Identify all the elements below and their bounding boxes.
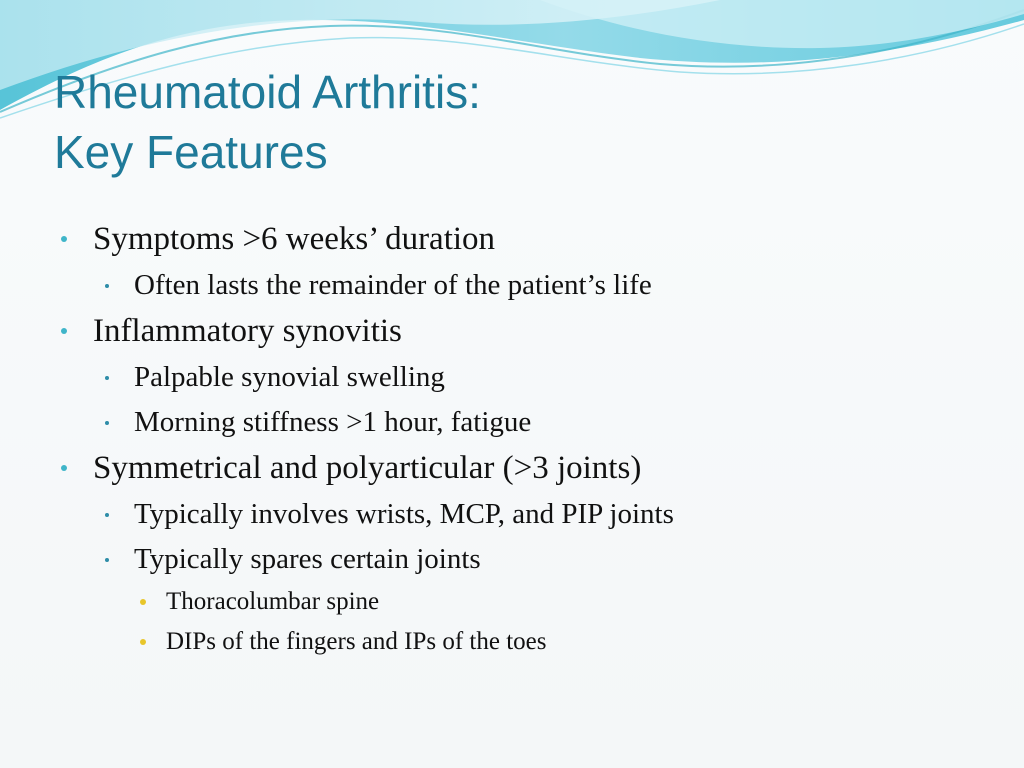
bullet-text: Symptoms >6 weeks’ duration: [93, 221, 496, 257]
bullet-dot-icon: [105, 284, 109, 288]
bullet-text: Often lasts the remainder of the patient’s life: [134, 269, 652, 301]
bullet-item: [56, 216, 996, 263]
sub-sub-bullet-item: [56, 622, 996, 662]
bullet-text: DIPs of the fingers and IPs of the toes: [166, 628, 547, 655]
sub-bullet-item: [56, 492, 996, 537]
bullet-text: Palpable synovial swelling: [134, 361, 445, 393]
bullet-dot-icon: [61, 465, 67, 471]
bullet-dot-icon: [105, 513, 109, 517]
sub-sub-bullet-item: [56, 582, 996, 622]
title-line-1: Rheumatoid Arthritis:: [54, 66, 481, 118]
bullet-item: [56, 308, 996, 355]
bullet-item: [56, 445, 996, 492]
bullet-text: Inflammatory synovitis: [93, 313, 402, 349]
bullet-dot-icon: [105, 376, 109, 380]
bullet-dot-icon: [140, 639, 146, 645]
bullet-dot-icon: [61, 328, 67, 334]
bullet-dot-icon: [105, 558, 109, 562]
bullet-dot-icon: [61, 236, 67, 242]
sub-bullet-item: [56, 263, 996, 308]
title-line-2: Key Features: [54, 126, 328, 178]
slide-title: [54, 62, 481, 182]
bullet-text: Thoracolumbar spine: [166, 588, 380, 615]
sub-bullet-item: [56, 537, 996, 582]
sub-bullet-item: [56, 400, 996, 445]
sub-bullet-item: [56, 355, 996, 400]
bullet-text: Morning stiffness >1 hour, fatigue: [134, 406, 532, 438]
bullet-text: Typically involves wrists, MCP, and PIP joints: [134, 498, 674, 530]
bullet-list: [56, 216, 996, 662]
bullet-text: Typically spares certain joints: [134, 543, 481, 575]
bullet-dot-icon: [140, 599, 146, 605]
bullet-text: Symmetrical and polyarticular (>3 joints): [93, 450, 642, 486]
bullet-dot-icon: [105, 421, 109, 425]
